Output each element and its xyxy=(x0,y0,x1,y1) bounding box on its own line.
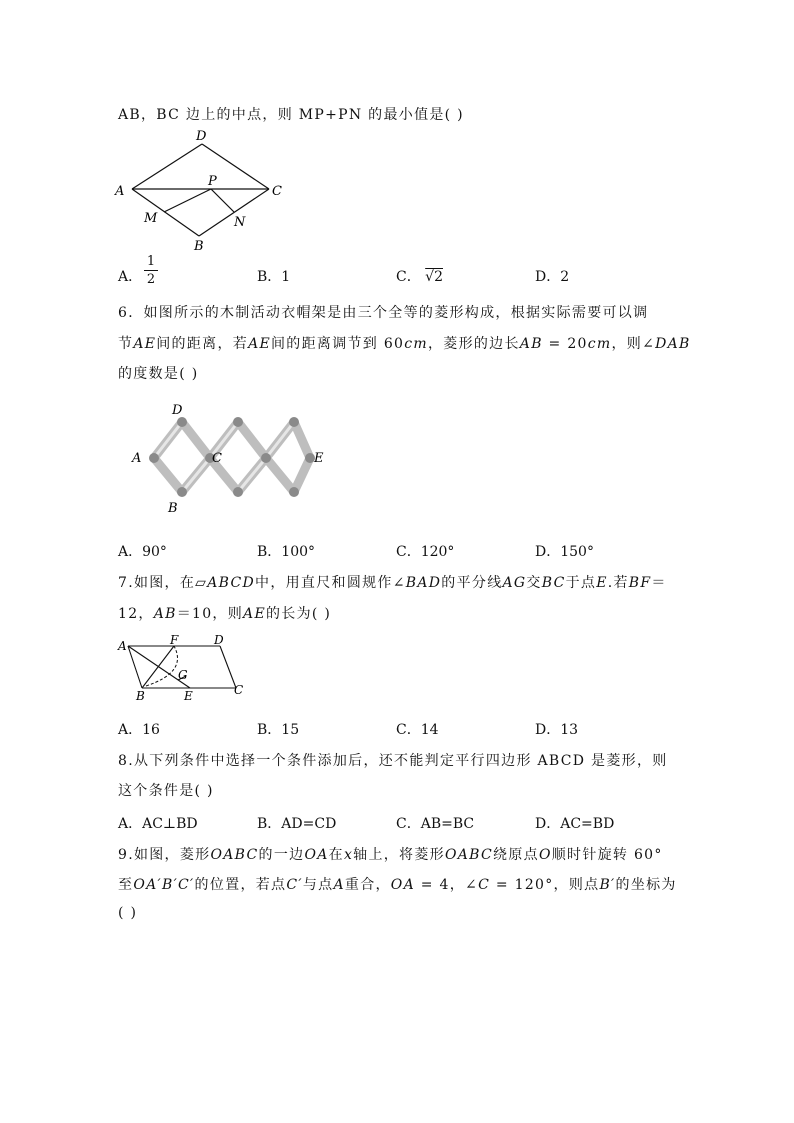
q6-label-d: D xyxy=(172,403,183,418)
q5-label-m: M xyxy=(144,211,158,226)
q5-label-b: B xyxy=(194,239,204,254)
q6-label-e: E xyxy=(314,451,324,466)
q7-label-f: F xyxy=(170,633,179,647)
q7-label-g: G xyxy=(178,668,188,682)
q5-label-c: C xyxy=(272,184,282,199)
q6-option-a[interactable]: A．90° xyxy=(118,544,167,560)
q6-label-a: A xyxy=(132,451,142,466)
q8-option-d[interactable]: D．AC=BD xyxy=(535,816,615,832)
q5-option-c-value: √2 xyxy=(425,269,443,285)
q7-parallelogram-figure xyxy=(116,632,256,704)
q6-line-3: 的度数是( ) xyxy=(118,366,199,382)
q7-label-b: B xyxy=(136,689,145,703)
q7-label-e: E xyxy=(184,689,193,703)
q5-option-a[interactable] xyxy=(118,266,142,286)
q5-option-c[interactable] xyxy=(396,266,443,286)
q8-option-a[interactable]: A．AC⊥BD xyxy=(118,816,198,832)
q5-label-n: N xyxy=(234,215,246,230)
q6-option-c[interactable]: C．120° xyxy=(396,544,455,560)
q9-line-1: 9.如图，菱形OABC的一边OA在x轴上，将菱形OABC绕原点O顺时针旋转 60° xyxy=(118,847,663,863)
q7-option-c[interactable]: C．14 xyxy=(396,722,439,738)
q9-line-3: ( ) xyxy=(118,905,138,921)
q6-option-d[interactable]: D．150° xyxy=(535,544,594,560)
q7-option-b[interactable]: B．15 xyxy=(257,722,300,738)
q7-option-a[interactable]: A．16 xyxy=(118,722,160,738)
q9-line-2: 至OA′B′C′的位置，若点C′与点A重合，OA = 4，∠C = 120°，则点B′的坐标为 xyxy=(118,877,677,893)
q6-coat-rack-figure xyxy=(126,400,336,520)
q7-label-c: C xyxy=(234,683,244,697)
q6-label-c: C xyxy=(212,451,222,466)
q7-line-1: 7.如图，在▱ABCD中，用直尺和圆规作∠BAD的平分线AG交BC于点E.若BF＝ xyxy=(118,575,667,591)
q7-line-2: 12，AB＝10，则AE的长为( ) xyxy=(118,606,332,622)
q8-line-1: 8.从下列条件中选择一个条件添加后，还不能判定平行四边形 ABCD 是菱形，则 xyxy=(118,753,668,769)
fraction-numerator: 1 xyxy=(146,254,156,269)
q5-rhombus-figure xyxy=(112,124,302,254)
q8-option-c[interactable]: C．AB=BC xyxy=(396,816,475,832)
q6-option-b[interactable]: B．100° xyxy=(257,544,316,560)
fraction-denominator: 2 xyxy=(146,272,156,287)
q6-line-1: 6．如图所示的木制活动衣帽架是由三个全等的菱形构成，根据实际需要可以调 xyxy=(118,305,649,321)
q5-label-a: A xyxy=(115,184,125,199)
q5-option-a-prefix: A． xyxy=(118,269,143,285)
q5-option-c-prefix: C． xyxy=(396,269,421,285)
q6-label-b: B xyxy=(168,501,178,516)
q5-label-d: D xyxy=(196,129,207,144)
q8-line-2: 这个条件是( ) xyxy=(118,783,214,799)
q8-option-b[interactable]: B．AD=CD xyxy=(257,816,337,832)
q5-stem-tail: AB，BC 边上的中点，则 MP+PN 的最小值是( ) xyxy=(118,107,464,123)
q5-option-b[interactable]: B．1 xyxy=(257,269,291,285)
q5-option-a-fraction xyxy=(144,254,158,287)
q5-label-p: P xyxy=(208,174,217,189)
q7-label-a: A xyxy=(118,639,127,653)
q5-option-d[interactable]: D．2 xyxy=(535,269,570,285)
q6-line-2: 节AE间的距离，若AE间的距离调节到 60cm，菱形的边长AB = 20cm，则∠DAB xyxy=(118,336,691,352)
q7-label-d: D xyxy=(214,633,224,647)
q7-option-d[interactable]: D．13 xyxy=(535,722,579,738)
